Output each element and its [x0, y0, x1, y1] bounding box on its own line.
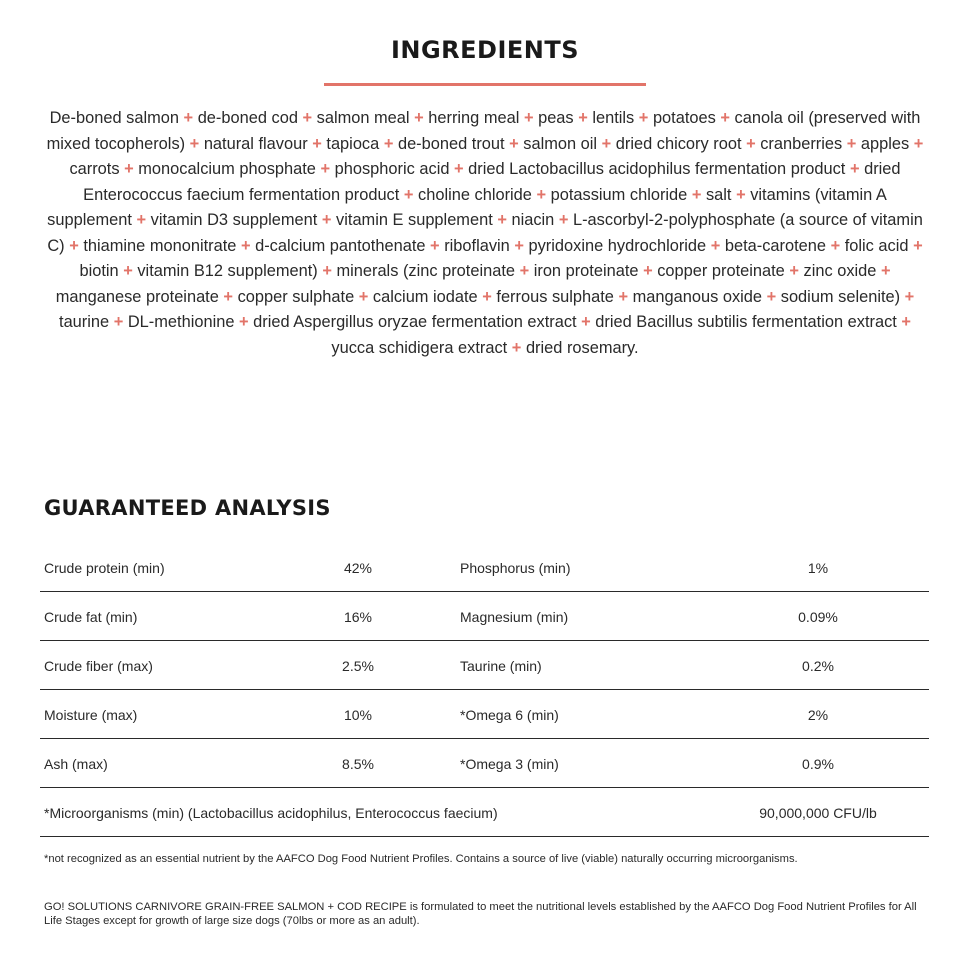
plus-separator-icon: +: [736, 185, 746, 204]
ingredient-item: taurine: [59, 313, 110, 331]
plus-separator-icon: +: [789, 262, 799, 280]
plus-separator-icon: +: [913, 134, 924, 153]
table-row: [40, 592, 929, 641]
nutrient-value: 2.5%: [342, 658, 374, 674]
ingredient-item: monocalcium phosphate: [138, 160, 316, 178]
ingredient-item: minerals (zinc proteinate: [336, 262, 516, 280]
ingredient-item: riboflavin: [444, 236, 510, 255]
guaranteed-analysis-table: [40, 543, 929, 837]
plus-separator-icon: +: [322, 262, 332, 280]
ingredient-item: phosphoric acid: [334, 160, 450, 178]
plus-separator-icon: +: [113, 313, 124, 331]
ingredient-item: peas: [538, 109, 574, 127]
ingredient-item: dried Enterococcus faecium fermentation product: [83, 160, 901, 204]
plus-separator-icon: +: [123, 262, 133, 280]
plus-separator-icon: +: [746, 134, 756, 153]
ingredient-item: canola oil (preserved with mixed tocopherols): [46, 109, 921, 153]
nutrient-label: Phosphorus (min): [460, 560, 571, 576]
plus-separator-icon: +: [638, 109, 649, 127]
plus-separator-icon: +: [403, 185, 414, 204]
plus-separator-icon: +: [710, 236, 721, 255]
footnote: *not recognized as an essential nutrient by the AAFCO Dog Food Nutrient Profiles. Contains a source of live (viable) naturally occurring microorganisms.: [44, 853, 798, 865]
ingredient-item: niacin: [511, 211, 555, 229]
nutrient-label: *Omega 6 (min): [460, 707, 559, 723]
plus-separator-icon: +: [901, 313, 911, 331]
nutrient-label: Crude fiber (max): [44, 658, 153, 674]
plus-separator-icon: +: [69, 236, 79, 255]
plus-separator-icon: +: [691, 185, 702, 204]
nutrient-label: *Omega 3 (min): [460, 756, 559, 772]
ingredient-item: dried Aspergillus oryzae fermentation extract: [253, 313, 577, 331]
plus-separator-icon: +: [578, 109, 588, 127]
plus-separator-icon: +: [240, 236, 251, 255]
nutrient-value: 2%: [807, 707, 829, 723]
ingredients-title: INGREDIENTS: [390, 36, 580, 64]
table-row: [40, 690, 929, 739]
ingredients-list: [40, 106, 930, 361]
ingredient-item: pyridoxine hydrochloride: [528, 236, 707, 255]
ingredient-item: ferrous sulphate: [496, 287, 614, 306]
ingredient-item: vitamin D3 supplement: [150, 211, 318, 229]
nutrient-label: Moisture (max): [44, 707, 138, 723]
ingredient-item: manganese proteinate: [55, 287, 219, 306]
ingredient-item: beta-carotene: [724, 236, 827, 255]
ingredient-item: dried rosemary.: [525, 338, 639, 357]
ingredient-item: cranberries: [760, 134, 843, 153]
plus-separator-icon: +: [904, 287, 915, 306]
ingredient-item: herring meal: [428, 109, 520, 127]
ingredient-item: copper sulphate: [237, 287, 355, 306]
ingredient-item: copper proteinate: [657, 262, 785, 280]
title-underline: [324, 83, 646, 86]
ingredient-item: apples: [860, 134, 910, 153]
nutrient-value: 0.9%: [802, 756, 834, 772]
ingredient-item: d-calcium pantothenate: [255, 236, 426, 255]
plus-separator-icon: +: [509, 134, 519, 153]
plus-separator-icon: +: [618, 287, 629, 306]
ingredient-item: manganous oxide: [632, 287, 763, 306]
plus-separator-icon: +: [482, 287, 492, 306]
plus-separator-icon: +: [414, 109, 424, 127]
plus-separator-icon: +: [321, 211, 332, 229]
plus-separator-icon: +: [846, 134, 857, 153]
nutrient-value: 16%: [343, 609, 373, 625]
table-row: [40, 543, 929, 592]
nutrient-value: 0.2%: [802, 658, 834, 674]
ingredient-item: tapioca: [326, 134, 380, 153]
plus-separator-icon: +: [643, 262, 653, 280]
plus-separator-icon: +: [601, 134, 612, 153]
plus-separator-icon: +: [358, 287, 369, 306]
ingredient-item: vitamin E supplement: [336, 211, 493, 229]
plus-separator-icon: +: [383, 134, 394, 153]
aafco-statement: GO! SOLUTIONS CARNIVORE GRAIN-FREE SALMON + COD RECIPE is formulated to meet the nutritional levels established by the AAFCO Dog Food Nutrient Profiles for All Life Stages except for growth of large size dogs (70lbs or more as an adult).: [44, 901, 917, 927]
ingredient-item: L-ascorbyl-2-polyphosphate (a source of vitamin C): [47, 211, 923, 255]
ingredient-item: folic acid: [844, 236, 909, 255]
plus-separator-icon: +: [519, 262, 530, 280]
ingredient-item: calcium iodate: [372, 287, 478, 306]
nutrient-value: 8.5%: [342, 756, 374, 772]
plus-separator-icon: +: [511, 338, 522, 357]
table-row: [40, 641, 929, 690]
ingredient-item: vitamin B12 supplement): [137, 262, 318, 280]
plus-separator-icon: +: [136, 211, 147, 229]
nutrient-label: Crude fat (min): [44, 609, 138, 625]
nutrient-value: 42%: [343, 560, 373, 576]
plus-separator-icon: +: [913, 236, 923, 255]
nutrient-value: 1%: [807, 560, 829, 576]
plus-separator-icon: +: [312, 134, 322, 153]
plus-separator-icon: +: [454, 160, 464, 178]
plus-separator-icon: +: [558, 211, 569, 229]
ingredient-item: carrots: [69, 160, 120, 178]
ingredient-item: potatoes: [652, 109, 716, 127]
plus-separator-icon: +: [880, 262, 891, 280]
nutrient-value: 10%: [343, 707, 373, 723]
ingredient-item: de-boned trout: [397, 134, 505, 153]
plus-separator-icon: +: [302, 109, 313, 127]
plus-separator-icon: +: [239, 313, 249, 331]
plus-separator-icon: +: [124, 160, 134, 178]
ingredient-item: salmon meal: [316, 109, 410, 127]
ingredient-item: thiamine mononitrate: [83, 236, 237, 255]
ingredient-item: DL-methionine: [127, 313, 235, 331]
plus-separator-icon: +: [514, 236, 524, 255]
plus-separator-icon: +: [183, 109, 194, 127]
ingredient-item: choline chloride: [418, 185, 532, 204]
plus-separator-icon: +: [581, 313, 591, 331]
ingredient-item: dried Lactobacillus acidophilus fermentation product: [468, 160, 846, 178]
nutrient-label: Magnesium (min): [460, 609, 569, 625]
plus-separator-icon: +: [720, 109, 730, 127]
plus-separator-icon: +: [223, 287, 233, 306]
ingredient-item: salt: [705, 185, 732, 204]
ingredient-item: zinc oxide: [803, 262, 877, 280]
plus-separator-icon: +: [320, 160, 331, 178]
ingredient-item: natural flavour: [203, 134, 308, 153]
microorganisms-value: 90,000,000 CFU/lb: [759, 805, 877, 821]
nutrient-label: Taurine (min): [460, 658, 542, 674]
ingredient-item: biotin: [79, 262, 119, 280]
table-row: [40, 739, 929, 788]
ingredient-item: sodium selenite): [780, 287, 901, 306]
ingredient-item: dried chicory root: [615, 134, 742, 153]
plus-separator-icon: +: [497, 211, 507, 229]
nutrient-value: 0.09%: [798, 609, 838, 625]
plus-separator-icon: +: [849, 160, 860, 178]
nutrient-label: Ash (max): [44, 756, 108, 772]
plus-separator-icon: +: [430, 236, 440, 255]
ingredient-item: lentils: [592, 109, 635, 127]
ingredient-item: vitamins (vitamin A supplement: [47, 185, 887, 229]
nutrient-label: Crude protein (min): [44, 560, 165, 576]
ingredient-item: iron proteinate: [533, 262, 639, 280]
guaranteed-analysis-title: GUARANTEED ANALYSIS: [44, 496, 331, 520]
ingredient-item: dried Bacillus subtilis fermentation extract: [595, 313, 897, 331]
ingredient-item: De-boned salmon: [49, 109, 179, 127]
plus-separator-icon: +: [189, 134, 200, 153]
microorganisms-label: *Microorganisms (min) (Lactobacillus acidophilus, Enterococcus faecium): [44, 805, 498, 821]
plus-separator-icon: +: [830, 236, 841, 255]
ingredient-item: yucca schidigera extract: [331, 338, 508, 357]
plus-separator-icon: +: [523, 109, 534, 127]
microorganisms-row: [40, 788, 929, 837]
ingredient-item: potassium chloride: [550, 185, 688, 204]
plus-separator-icon: +: [536, 185, 547, 204]
ingredient-item: salmon oil: [523, 134, 598, 153]
ingredient-item: de-boned cod: [197, 109, 298, 127]
plus-separator-icon: +: [766, 287, 777, 306]
